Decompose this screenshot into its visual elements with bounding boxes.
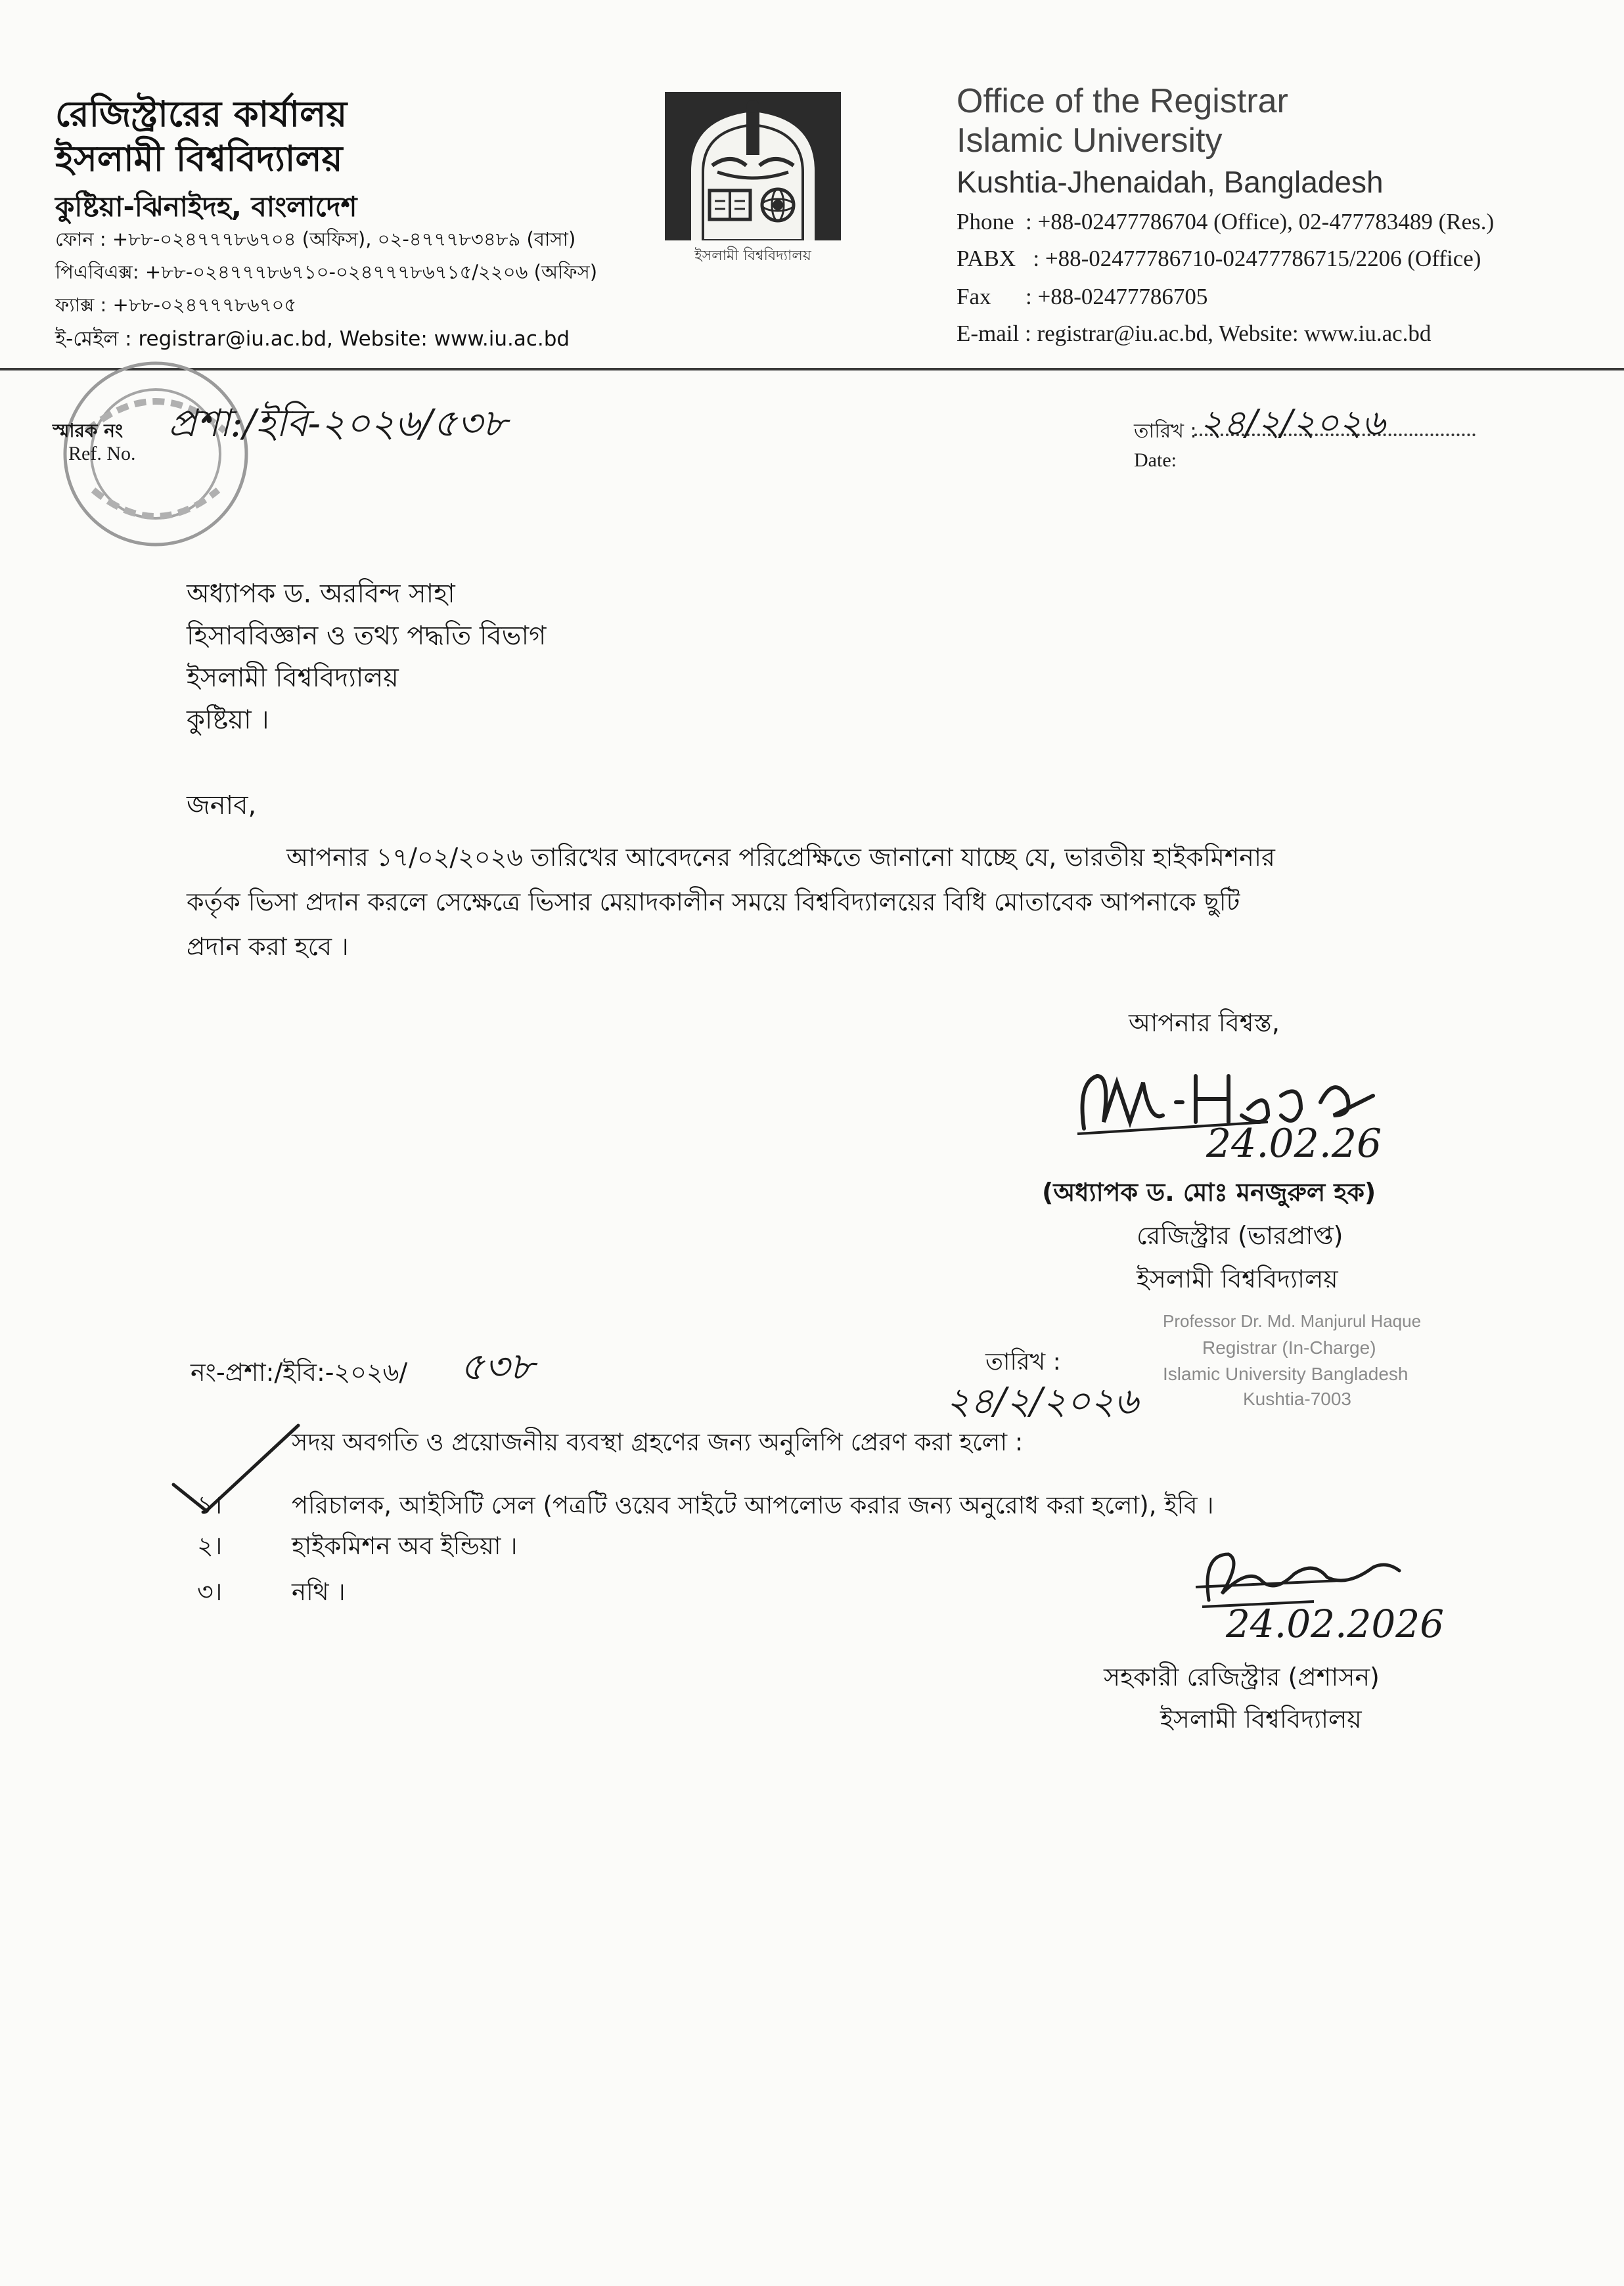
date-handwritten: ২৪/২/২০২৬ xyxy=(1200,402,1386,443)
bn-fax: ফ্যাক্স : +৮৮-০২৪৭৭৭৮৬৭০৫ xyxy=(55,294,297,316)
copy-ref-prefix: নং-প্রশা:/ইবি:-২০২৬/ xyxy=(191,1358,408,1387)
body-line-2: কর্তৃক ভিসা প্রদান করলে সেক্ষেত্রে ভিসার মেয়াদকালীন সময়ে বিশ্ববিদ্যালয়ের বিধি মোতাবেক আপনাকে ছুটি xyxy=(187,887,1240,916)
copy-item-num: ১। xyxy=(197,1490,223,1519)
copy-date-label: তারিখ : xyxy=(985,1349,1061,1376)
body-line-1: আপনার ১৭/০২/২০২৬ তারিখের আবেদনের পরিপ্রেক্ষিতে জানানো যাচ্ছে যে, ভারতীয় হাইকমিশনার xyxy=(286,843,1275,872)
bn-office-title: রেজিস্ট্রারের কার্যালয় xyxy=(55,93,348,135)
registrar-name: (অধ্যাপক ড. মোঃ মনজুরুল হক) xyxy=(1042,1178,1376,1207)
checkmark-icon xyxy=(167,1419,311,1524)
date-label-bn: তারিখ : xyxy=(1134,420,1197,443)
registrar-institution: ইসলামী বিশ্ববিদ্যালয় xyxy=(1137,1265,1338,1293)
registrar-signature-date: 24.02.26 xyxy=(1206,1121,1382,1167)
bn-university-title: ইসলামী বিশ্ববিদ্যালয় xyxy=(55,138,343,179)
body-line-3: প্রদান করা হবে । xyxy=(187,932,349,961)
en-office-title: Office of the Registrar xyxy=(957,82,1288,120)
copy-date-handwritten: ২৪/২/২০২৬ xyxy=(946,1380,1139,1423)
logo-caption: ইসলামী বিশ্ববিদ্যালয় xyxy=(694,248,811,264)
copy-item-text: নথি । xyxy=(292,1578,346,1606)
ref-label-en: Ref. No. xyxy=(68,443,136,464)
salutation: জনাব, xyxy=(187,790,257,820)
tick-mark xyxy=(167,1419,311,1527)
bn-phone: ফোন : +৮৮-০২৪৭৭৭৮৬৭০৪ (অফিস), ০২-৪৭৭৭৮৩৪৮৯ (বাসা) xyxy=(55,228,576,250)
copy-item-num: ২। xyxy=(197,1531,223,1560)
recipient-name: অধ্যাপক ড. অরবিন্দ সাহা xyxy=(187,579,455,609)
copy-item-text: হাইকমিশন অব ইন্ডিয়া । xyxy=(292,1532,518,1560)
closing: আপনার বিশ্বস্ত, xyxy=(1129,1008,1280,1037)
assistant-designation: সহকারী রেজিস্ট্রার (প্রশাসন) xyxy=(1104,1663,1380,1692)
copy-item-num: ৩। xyxy=(197,1577,223,1606)
en-phone: Phone : +88-02477786704 (Office), 02-477783489 (Res.) xyxy=(957,209,1495,235)
university-logo xyxy=(665,92,841,240)
copy-intro: সদয় অবগতি ও প্রয়োজনীয় ব্যবস্থা গ্রহণের জন্য অনুলিপি প্রেরণ করা হলো : xyxy=(292,1428,1024,1456)
recipient-department: হিসাববিজ্ঞান ও তথ্য পদ্ধতি বিভাগ xyxy=(187,621,547,651)
bn-email: ই-মেইল : registrar@iu.ac.bd, Website: www.iu.ac.bd xyxy=(55,327,570,351)
stamp-line-4: Kushtia-7003 xyxy=(1243,1389,1352,1409)
date-label-en: Date: xyxy=(1134,449,1177,471)
stamp-line-2: Registrar (In-Charge) xyxy=(1202,1337,1376,1358)
en-pabx: PABX : +88-02477786710-02477786715/2206 (Office) xyxy=(957,246,1481,271)
university-emblem-icon xyxy=(665,92,841,240)
ref-label-bn: স্মারক নং xyxy=(53,420,124,441)
bn-pabx: পিএবিএক্স: +৮৮-০২৪৭৭৭৮৬৭১০-০২৪৭৭৭৮৬৭১৫/২২০৬ (অফিস) xyxy=(55,261,598,283)
recipient-university: ইসলামী বিশ্ববিদ্যালয় xyxy=(187,663,399,693)
en-university-title: Islamic University xyxy=(957,122,1223,160)
en-location: Kushtia-Jhenaidah, Bangladesh xyxy=(957,165,1384,199)
stamp-line-1: Professor Dr. Md. Manjurul Haque xyxy=(1163,1311,1422,1331)
copy-item-text: পরিচালক, আইসিটি সেল (পত্রটি ওয়েব সাইটে আপলোড করার জন্য অনুরোধ করা হলো), ইবি । xyxy=(292,1491,1214,1519)
stamp-line-3: Islamic University Bangladesh xyxy=(1163,1364,1409,1384)
ref-number-handwritten: প্রশা:/ইবি-২০২৬/৫৩৮ xyxy=(168,401,507,445)
assistant-institution: ইসলামী বিশ্ববিদ্যালয় xyxy=(1160,1705,1362,1734)
assistant-signature-date: 24.02.2026 xyxy=(1226,1602,1445,1646)
recipient-city: কুষ্টিয়া । xyxy=(187,705,269,735)
copy-ref-number-handwritten: ৫৩৮ xyxy=(460,1344,534,1389)
registrar-designation: রেজিস্ট্রার (ভারপ্রাপ্ত) xyxy=(1137,1221,1343,1250)
bn-location: কুষ্টিয়া-ঝিনাইদহ, বাংলাদেশ xyxy=(55,190,357,223)
en-fax: Fax : +88-02477786705 xyxy=(957,284,1208,309)
en-email: E-mail : registrar@iu.ac.bd, Website: www.iu.ac.bd xyxy=(957,321,1432,346)
